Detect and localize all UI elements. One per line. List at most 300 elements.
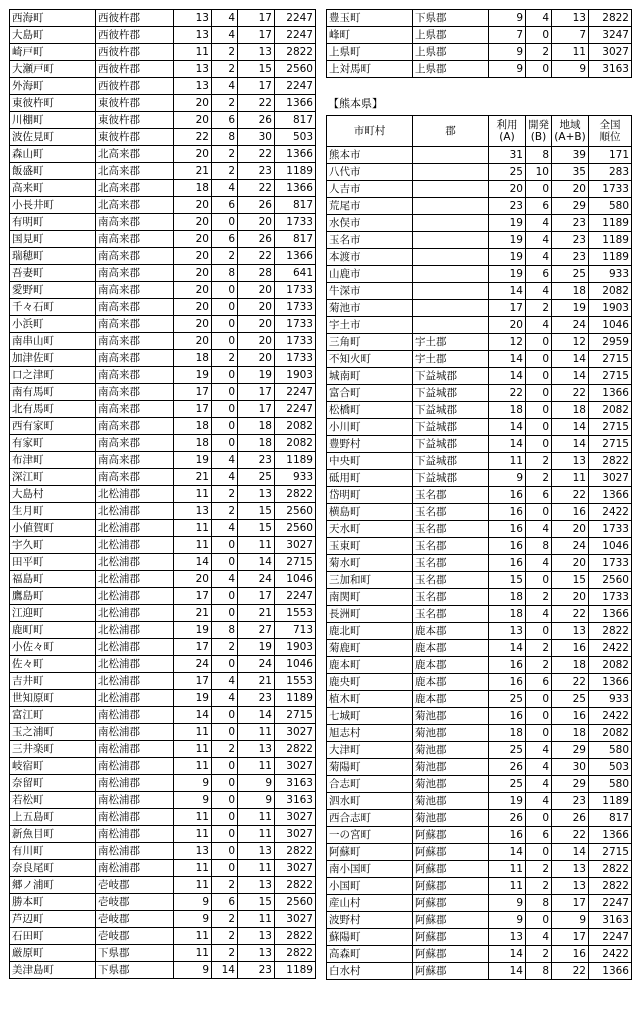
dev-cell: 4 (526, 249, 552, 266)
table-row (327, 266, 632, 283)
district-cell: 菊池郡 (413, 708, 489, 725)
use-cell: 11 (174, 877, 212, 894)
area-cell: 14 (552, 844, 589, 861)
use-cell: 20 (174, 231, 212, 248)
rank-cell: 3027 (275, 537, 316, 554)
use-cell: 17 (489, 300, 526, 317)
rank-cell: 1366 (589, 487, 632, 504)
dev-cell: 0 (526, 419, 552, 436)
dev-cell: 4 (212, 690, 238, 707)
district-cell: 上県郡 (413, 27, 489, 44)
city-cell: 豊野村 (327, 436, 413, 453)
district-cell (413, 249, 489, 266)
use-cell: 14 (489, 436, 526, 453)
table-row (10, 44, 316, 61)
district-cell (413, 181, 489, 198)
city-cell: 鷹島町 (10, 588, 96, 605)
use-cell: 18 (174, 418, 212, 435)
district-cell: 南松浦郡 (96, 724, 174, 741)
dev-cell: 2 (526, 470, 552, 487)
area-cell: 13 (552, 453, 589, 470)
rank-cell: 2822 (275, 741, 316, 758)
use-cell: 14 (174, 554, 212, 571)
dev-cell: 0 (212, 214, 238, 231)
use-cell: 11 (489, 861, 526, 878)
table-row (327, 623, 632, 640)
city-cell: 東彼杵町 (10, 95, 96, 112)
rank-cell: 3027 (275, 724, 316, 741)
city-cell: 有家町 (10, 435, 96, 452)
rank-cell: 2247 (589, 895, 632, 912)
area-cell: 18 (552, 402, 589, 419)
area-cell: 11 (552, 44, 589, 61)
rank-cell: 3163 (275, 775, 316, 792)
city-cell: 江迎町 (10, 605, 96, 622)
area-cell: 29 (552, 198, 589, 215)
dev-cell: 4 (526, 521, 552, 538)
city-cell: 植木町 (327, 691, 413, 708)
rank-cell: 817 (275, 231, 316, 248)
area-cell: 18 (552, 657, 589, 674)
table-row (327, 793, 632, 810)
table-row (327, 10, 632, 27)
city-cell: 豊玉町 (327, 10, 413, 27)
dev-cell: 2 (526, 640, 552, 657)
dev-cell: 8 (526, 963, 552, 980)
city-cell: 若松町 (10, 792, 96, 809)
use-cell: 9 (489, 470, 526, 487)
rank-cell: 1733 (589, 555, 632, 572)
rank-cell: 933 (275, 469, 316, 486)
area-cell: 13 (552, 861, 589, 878)
district-cell: 南松浦郡 (96, 809, 174, 826)
table-row (327, 487, 632, 504)
district-cell: 壱岐郡 (96, 928, 174, 945)
use-cell: 9 (174, 792, 212, 809)
rank-cell: 3027 (589, 470, 632, 487)
table-row (327, 606, 632, 623)
table-row (327, 725, 632, 742)
table-row (327, 861, 632, 878)
district-cell: 玉名郡 (413, 606, 489, 623)
area-cell: 11 (238, 826, 275, 843)
kumamoto-header-row (327, 116, 632, 147)
city-cell: 波野村 (327, 912, 413, 929)
district-cell: 北松浦郡 (96, 588, 174, 605)
dev-cell: 0 (212, 605, 238, 622)
city-cell: 芦辺町 (10, 911, 96, 928)
area-cell: 13 (238, 486, 275, 503)
rank-cell: 713 (275, 622, 316, 639)
district-cell: 南高来郡 (96, 469, 174, 486)
city-cell: 宇久町 (10, 537, 96, 554)
use-cell: 11 (489, 453, 526, 470)
district-cell: 鹿本郡 (413, 674, 489, 691)
district-cell: 南高来郡 (96, 435, 174, 452)
area-cell: 21 (238, 605, 275, 622)
table-row (327, 810, 632, 827)
area-cell: 18 (238, 418, 275, 435)
city-cell: 泗水町 (327, 793, 413, 810)
city-cell: 不知火町 (327, 351, 413, 368)
dev-cell: 2 (212, 639, 238, 656)
table-row (327, 878, 632, 895)
dev-cell: 2 (212, 945, 238, 962)
city-cell: 愛野町 (10, 282, 96, 299)
use-cell: 16 (489, 657, 526, 674)
district-cell: 南高来郡 (96, 248, 174, 265)
rank-cell: 2082 (589, 402, 632, 419)
dev-cell: 0 (212, 860, 238, 877)
rank-cell: 2560 (275, 894, 316, 911)
table-row (10, 775, 316, 792)
dev-cell: 0 (212, 537, 238, 554)
district-cell: 東彼杵郡 (96, 112, 174, 129)
area-cell: 16 (552, 640, 589, 657)
rank-cell: 1366 (589, 385, 632, 402)
use-cell: 13 (174, 843, 212, 860)
rank-cell: 1733 (275, 333, 316, 350)
rank-cell: 817 (275, 112, 316, 129)
area-cell: 20 (238, 316, 275, 333)
dev-cell: 4 (212, 469, 238, 486)
district-cell (413, 232, 489, 249)
district-cell: 北松浦郡 (96, 605, 174, 622)
dev-cell: 0 (526, 334, 552, 351)
table-row (10, 333, 316, 350)
rank-cell: 3163 (589, 61, 632, 78)
dev-cell: 0 (526, 27, 552, 44)
table-row (327, 504, 632, 521)
rank-cell: 1366 (589, 963, 632, 980)
rank-cell: 1366 (275, 248, 316, 265)
use-cell: 11 (174, 758, 212, 775)
use-cell: 14 (489, 283, 526, 300)
use-cell: 19 (489, 232, 526, 249)
district-cell: 南高来郡 (96, 214, 174, 231)
city-cell: 白水村 (327, 963, 413, 980)
area-cell: 28 (238, 265, 275, 282)
district-cell: 下益城郡 (413, 368, 489, 385)
rank-cell: 3027 (275, 809, 316, 826)
table-row (10, 78, 316, 95)
district-cell: 北松浦郡 (96, 537, 174, 554)
use-cell: 31 (489, 147, 526, 164)
city-cell: 崎戸町 (10, 44, 96, 61)
area-cell: 13 (238, 928, 275, 945)
table-row (327, 589, 632, 606)
area-cell: 17 (552, 929, 589, 946)
dev-cell: 4 (212, 27, 238, 44)
use-cell: 23 (489, 198, 526, 215)
district-cell: 南松浦郡 (96, 775, 174, 792)
table-row (10, 350, 316, 367)
district-cell: 南高来郡 (96, 418, 174, 435)
district-cell: 北松浦郡 (96, 571, 174, 588)
table-row (10, 520, 316, 537)
table-row (327, 27, 632, 44)
dev-cell: 6 (212, 112, 238, 129)
rank-cell: 3163 (589, 912, 632, 929)
table-row (327, 759, 632, 776)
district-cell (413, 147, 489, 164)
district-cell: 阿蘇郡 (413, 861, 489, 878)
area-cell: 30 (238, 129, 275, 146)
use-cell: 24 (174, 656, 212, 673)
city-cell: 玉東町 (327, 538, 413, 555)
area-cell: 17 (238, 588, 275, 605)
use-cell: 19 (174, 690, 212, 707)
rank-cell: 2715 (589, 351, 632, 368)
dev-cell: 4 (212, 180, 238, 197)
dev-cell: 4 (212, 571, 238, 588)
rank-cell: 2247 (275, 10, 316, 27)
rank-cell: 2715 (589, 419, 632, 436)
city-cell: 産山村 (327, 895, 413, 912)
dev-cell: 6 (212, 894, 238, 911)
table-row (10, 945, 316, 962)
table-row (327, 555, 632, 572)
use-cell: 19 (489, 793, 526, 810)
use-cell: 19 (174, 452, 212, 469)
area-cell: 22 (552, 606, 589, 623)
table-row (327, 368, 632, 385)
rank-cell: 1733 (589, 589, 632, 606)
dev-cell: 8 (526, 147, 552, 164)
district-cell (413, 300, 489, 317)
dev-cell: 8 (212, 622, 238, 639)
city-cell: 吾妻町 (10, 265, 96, 282)
city-cell: 高森町 (327, 946, 413, 963)
use-cell: 21 (174, 163, 212, 180)
use-cell: 14 (489, 368, 526, 385)
rank-cell: 2715 (589, 436, 632, 453)
rank-cell: 1733 (275, 350, 316, 367)
city-cell: 富合町 (327, 385, 413, 402)
rank-cell: 2822 (589, 453, 632, 470)
area-cell: 19 (238, 367, 275, 384)
district-cell: 南松浦郡 (96, 843, 174, 860)
area-cell: 24 (238, 571, 275, 588)
city-cell: 西合志町 (327, 810, 413, 827)
rank-cell: 2560 (275, 61, 316, 78)
dev-cell: 2 (212, 741, 238, 758)
table-row (327, 691, 632, 708)
city-cell: 小長井町 (10, 197, 96, 214)
use-cell: 17 (174, 639, 212, 656)
table-row (327, 44, 632, 61)
rank-cell: 2822 (589, 623, 632, 640)
district-cell: 北高来郡 (96, 180, 174, 197)
use-cell: 18 (489, 606, 526, 623)
nagasaki-continued-table (9, 9, 316, 979)
city-cell: 南有馬町 (10, 384, 96, 401)
district-cell: 阿蘇郡 (413, 827, 489, 844)
dev-cell: 2 (212, 95, 238, 112)
table-row (10, 741, 316, 758)
district-cell: 玉名郡 (413, 589, 489, 606)
table-row (327, 283, 632, 300)
table-row (10, 503, 316, 520)
table-row (327, 334, 632, 351)
table-row (327, 385, 632, 402)
dev-cell: 4 (212, 673, 238, 690)
dev-cell: 8 (212, 129, 238, 146)
district-cell: 北松浦郡 (96, 520, 174, 537)
rank-cell: 1733 (275, 282, 316, 299)
district-cell: 菊池郡 (413, 793, 489, 810)
dev-cell: 0 (212, 282, 238, 299)
table-row (10, 962, 316, 979)
table-row (10, 826, 316, 843)
rank-cell: 2560 (275, 520, 316, 537)
dev-cell: 2 (212, 61, 238, 78)
district-cell: 南松浦郡 (96, 758, 174, 775)
city-cell: 小値賀町 (10, 520, 96, 537)
area-cell: 18 (238, 435, 275, 452)
use-cell: 20 (174, 248, 212, 265)
district-cell: 宇土郡 (413, 351, 489, 368)
district-cell: 阿蘇郡 (413, 929, 489, 946)
rank-cell: 580 (589, 776, 632, 793)
area-cell: 17 (238, 401, 275, 418)
header-city: 市町村 (327, 116, 413, 147)
district-cell: 阿蘇郡 (413, 895, 489, 912)
dev-cell: 2 (526, 946, 552, 963)
rank-cell: 1189 (275, 163, 316, 180)
district-cell: 北高来郡 (96, 197, 174, 214)
area-cell: 9 (552, 912, 589, 929)
area-cell: 26 (238, 231, 275, 248)
rank-cell: 817 (589, 810, 632, 827)
table-row (10, 180, 316, 197)
dev-cell: 0 (212, 792, 238, 809)
table-row (10, 146, 316, 163)
dev-cell: 0 (526, 844, 552, 861)
rank-cell: 1189 (589, 232, 632, 249)
rank-cell: 1733 (275, 214, 316, 231)
district-cell: 菊池郡 (413, 759, 489, 776)
use-cell: 17 (174, 401, 212, 418)
use-cell: 19 (174, 367, 212, 384)
table-row (10, 367, 316, 384)
table-row (10, 656, 316, 673)
area-cell: 15 (238, 894, 275, 911)
table-row (327, 436, 632, 453)
city-cell: 玉名市 (327, 232, 413, 249)
area-cell: 24 (552, 538, 589, 555)
table-row (327, 419, 632, 436)
district-cell: 南高来郡 (96, 452, 174, 469)
dev-cell: 0 (212, 758, 238, 775)
city-cell: 西有家町 (10, 418, 96, 435)
use-cell: 22 (489, 385, 526, 402)
area-cell: 20 (238, 214, 275, 231)
district-cell: 東彼杵郡 (96, 129, 174, 146)
table-row (10, 605, 316, 622)
use-cell: 20 (174, 214, 212, 231)
dev-cell: 0 (526, 623, 552, 640)
area-cell: 13 (552, 10, 589, 27)
area-cell: 11 (238, 911, 275, 928)
city-cell: 荒尾市 (327, 198, 413, 215)
city-cell: 生月町 (10, 503, 96, 520)
area-cell: 22 (552, 487, 589, 504)
rank-cell: 1189 (589, 215, 632, 232)
rank-cell: 2822 (275, 486, 316, 503)
dev-cell: 4 (526, 215, 552, 232)
district-cell: 南高来郡 (96, 265, 174, 282)
dev-cell: 8 (526, 538, 552, 555)
dev-cell: 0 (212, 401, 238, 418)
district-cell: 南高来郡 (96, 316, 174, 333)
dev-cell: 0 (526, 61, 552, 78)
table-row (10, 316, 316, 333)
city-cell: 合志町 (327, 776, 413, 793)
use-cell: 19 (489, 266, 526, 283)
city-cell: 菊池市 (327, 300, 413, 317)
table-row (10, 537, 316, 554)
rank-cell: 2560 (589, 572, 632, 589)
rank-cell: 1733 (275, 299, 316, 316)
area-cell: 22 (238, 248, 275, 265)
city-cell: 国見町 (10, 231, 96, 248)
use-cell: 25 (489, 776, 526, 793)
area-cell: 9 (238, 792, 275, 809)
area-cell: 18 (552, 725, 589, 742)
district-cell (413, 317, 489, 334)
table-row (10, 571, 316, 588)
dev-cell: 0 (526, 912, 552, 929)
city-cell: 砥用町 (327, 470, 413, 487)
city-cell: 千々石町 (10, 299, 96, 316)
rank-cell: 1903 (275, 367, 316, 384)
table-row (327, 929, 632, 946)
city-cell: 郷ノ浦町 (10, 877, 96, 894)
rank-cell: 1189 (589, 793, 632, 810)
district-cell: 北松浦郡 (96, 673, 174, 690)
district-cell: 菊池郡 (413, 742, 489, 759)
area-cell: 30 (552, 759, 589, 776)
rank-cell: 1189 (589, 249, 632, 266)
city-cell: 波佐見町 (10, 129, 96, 146)
district-cell: 阿蘇郡 (413, 844, 489, 861)
rank-cell: 1733 (275, 316, 316, 333)
rank-cell: 2247 (275, 27, 316, 44)
city-cell: 加津佐町 (10, 350, 96, 367)
district-cell (413, 198, 489, 215)
district-cell: 鹿本郡 (413, 657, 489, 674)
table-row (327, 453, 632, 470)
area-cell: 23 (238, 690, 275, 707)
table-row (10, 792, 316, 809)
area-cell: 22 (238, 146, 275, 163)
rank-cell: 817 (275, 197, 316, 214)
city-cell: 大瀬戸町 (10, 61, 96, 78)
use-cell: 19 (489, 249, 526, 266)
city-cell: 蘇陽町 (327, 929, 413, 946)
dev-cell: 10 (526, 164, 552, 181)
table-row (10, 435, 316, 452)
dev-cell: 6 (526, 674, 552, 691)
use-cell: 11 (174, 809, 212, 826)
district-cell: 南高来郡 (96, 231, 174, 248)
dev-cell: 2 (212, 146, 238, 163)
district-cell: 南松浦郡 (96, 826, 174, 843)
dev-cell: 6 (212, 231, 238, 248)
table-row (10, 877, 316, 894)
table-row (327, 844, 632, 861)
